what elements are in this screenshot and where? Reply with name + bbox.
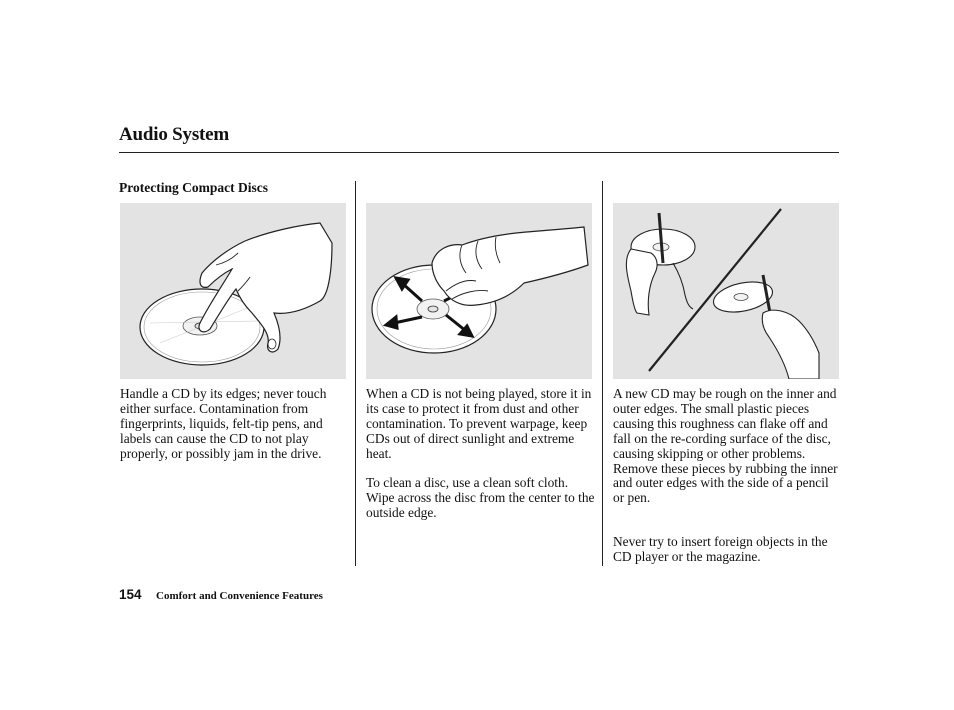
figure-handle-cd [120,203,346,379]
page-number: 154 [119,587,142,602]
column-divider [602,181,603,566]
clean-cd-illustration [366,203,592,379]
column-1-paragraph: Handle a CD by its edges; never touch either surface. Contamination from fingerprints, liquids, felt-tip pens, and labels can cause the CD to not play properly, or possibly jam in the drive. [120,386,327,461]
column-2-paragraph: When a CD is not being played, store it in its case to protect it from dust and other contamination. To prevent warpage, keep CDs out of direct sunlight and extreme heat. [366,386,592,461]
title-rule [119,152,839,153]
footer-section-label: Comfort and Convenience Features [156,590,323,602]
column-2-paragraph: To clean a disc, use a clean soft cloth. Wipe across the disc from the center to the outside edge. [366,475,595,520]
rough-edges-illustration [613,203,839,379]
handle-cd-illustration [120,203,346,379]
column-3-paragraph: Never try to insert foreign objects in the CD player or the magazine. [613,534,828,564]
page-title: Audio System [119,124,230,145]
section-subtitle: Protecting Compact Discs [119,180,268,195]
figure-clean-cd [366,203,592,379]
column-3-paragraph: A new CD may be rough on the inner and outer edges. The small plastic pieces causing this roughness can flake off and fall on the re-cording surface of the disc, causing skipping or other problems. Remove these pieces by rubbing the inner and outer edges with the side of a pencil or pen. [613,386,838,506]
figure-remove-rough-edges [613,203,839,379]
column-divider [355,181,356,566]
